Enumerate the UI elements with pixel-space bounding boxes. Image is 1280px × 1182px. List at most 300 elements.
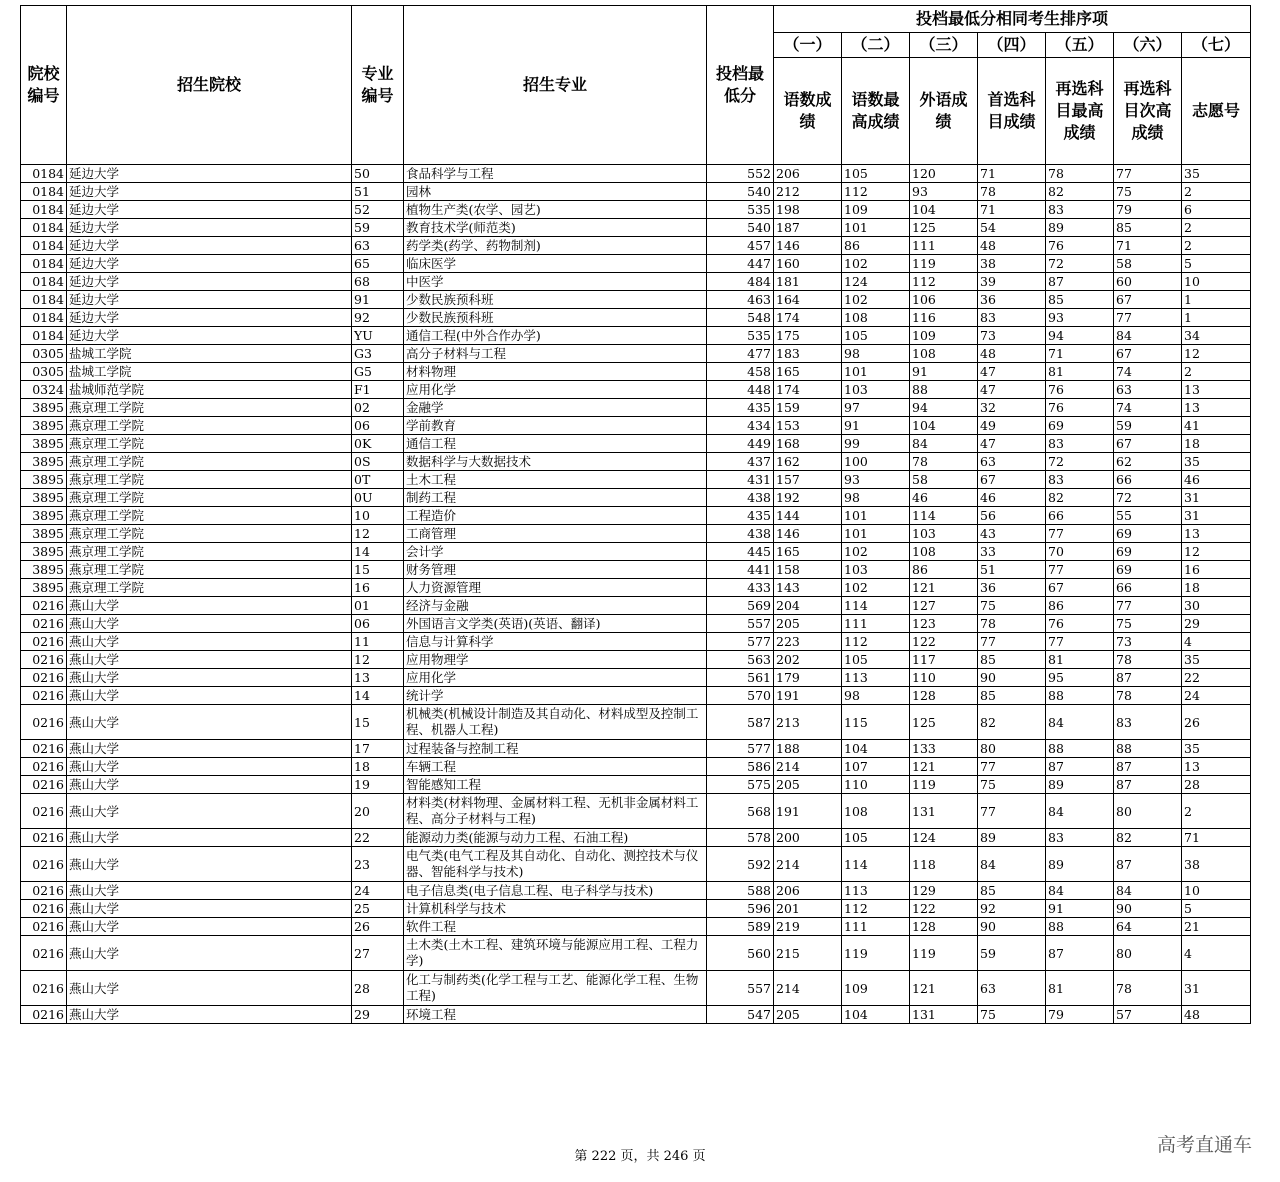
cell-major-name: 园林 (404, 183, 707, 201)
cell-score-7: 71 (1182, 829, 1251, 847)
cell-major-name: 环境工程 (404, 1006, 707, 1024)
cell-major-code: 14 (352, 687, 404, 705)
cell-score-1: 165 (774, 543, 842, 561)
cell-score-3: 106 (910, 291, 978, 309)
cell-score-1: 168 (774, 435, 842, 453)
cell-score-3: 110 (910, 669, 978, 687)
cell-school-name: 燕京理工学院 (67, 399, 352, 417)
cell-score-2: 100 (842, 453, 910, 471)
table-row (21, 507, 1251, 525)
table-row (21, 435, 1251, 453)
cell-major-code: 19 (352, 776, 404, 794)
cell-school-name: 燕山大学 (67, 847, 352, 882)
cell-school-code: 0216 (21, 829, 67, 847)
cell-score-7: 2 (1182, 219, 1251, 237)
cell-school-code: 3895 (21, 489, 67, 507)
cell-school-code: 0184 (21, 255, 67, 273)
cell-min-score: 596 (707, 900, 774, 918)
cell-score-4: 54 (978, 219, 1046, 237)
cell-score-5: 78 (1046, 165, 1114, 183)
cell-min-score: 592 (707, 847, 774, 882)
cell-major-name: 财务管理 (404, 561, 707, 579)
cell-school-name: 燕京理工学院 (67, 453, 352, 471)
cell-score-1: 205 (774, 776, 842, 794)
cell-school-name: 延边大学 (67, 201, 352, 219)
cell-score-1: 214 (774, 758, 842, 776)
cell-score-1: 201 (774, 900, 842, 918)
cell-school-name: 燕山大学 (67, 936, 352, 971)
cell-score-2: 119 (842, 936, 910, 971)
cell-min-score: 445 (707, 543, 774, 561)
cell-score-6: 87 (1114, 847, 1182, 882)
cell-school-code: 3895 (21, 579, 67, 597)
cell-major-name: 临床医学 (404, 255, 707, 273)
cell-score-5: 77 (1046, 525, 1114, 543)
cell-score-1: 144 (774, 507, 842, 525)
cell-major-code: 23 (352, 847, 404, 882)
cell-score-6: 78 (1114, 687, 1182, 705)
cell-school-code: 0216 (21, 900, 67, 918)
cell-score-7: 34 (1182, 327, 1251, 345)
cell-score-4: 63 (978, 453, 1046, 471)
table-row (21, 794, 1251, 829)
cell-score-4: 83 (978, 309, 1046, 327)
cell-score-7: 31 (1182, 971, 1251, 1006)
cell-major-code: G3 (352, 345, 404, 363)
table-row (21, 579, 1251, 597)
cell-score-6: 79 (1114, 201, 1182, 219)
cell-major-code: 22 (352, 829, 404, 847)
table-row (21, 633, 1251, 651)
cell-school-code: 3895 (21, 399, 67, 417)
cell-score-7: 48 (1182, 1006, 1251, 1024)
cell-score-5: 89 (1046, 219, 1114, 237)
table-row (21, 273, 1251, 291)
cell-score-4: 47 (978, 363, 1046, 381)
cell-school-code: 0184 (21, 291, 67, 309)
cell-school-code: 0216 (21, 740, 67, 758)
cell-score-6: 69 (1114, 561, 1182, 579)
cell-score-4: 32 (978, 399, 1046, 417)
cell-score-4: 77 (978, 794, 1046, 829)
cell-score-3: 123 (910, 615, 978, 633)
cell-score-3: 111 (910, 237, 978, 255)
cell-score-3: 104 (910, 201, 978, 219)
cell-school-name: 燕京理工学院 (67, 579, 352, 597)
cell-school-name: 燕京理工学院 (67, 435, 352, 453)
cell-major-name: 工商管理 (404, 525, 707, 543)
cell-score-3: 46 (910, 489, 978, 507)
cell-score-5: 79 (1046, 1006, 1114, 1024)
cell-score-6: 59 (1114, 417, 1182, 435)
cell-score-3: 86 (910, 561, 978, 579)
cell-score-4: 33 (978, 543, 1046, 561)
cell-score-2: 101 (842, 525, 910, 543)
cell-score-4: 85 (978, 687, 1046, 705)
cell-school-code: 0184 (21, 327, 67, 345)
cell-score-6: 62 (1114, 453, 1182, 471)
cell-school-name: 延边大学 (67, 165, 352, 183)
header-order-name: 再选科目次高成绩 (1114, 58, 1182, 165)
cell-score-7: 31 (1182, 507, 1251, 525)
cell-min-score: 438 (707, 525, 774, 543)
cell-major-name: 统计学 (404, 687, 707, 705)
table-row (21, 525, 1251, 543)
cell-min-score: 552 (707, 165, 774, 183)
cell-major-name: 能源动力类(能源与动力工程、石油工程) (404, 829, 707, 847)
cell-score-3: 104 (910, 417, 978, 435)
cell-score-3: 122 (910, 900, 978, 918)
cell-score-4: 80 (978, 740, 1046, 758)
table-row (21, 740, 1251, 758)
table-row (21, 363, 1251, 381)
cell-score-5: 94 (1046, 327, 1114, 345)
cell-score-2: 114 (842, 597, 910, 615)
header-order-num: （六） (1114, 33, 1182, 58)
cell-major-name: 人力资源管理 (404, 579, 707, 597)
table-row (21, 882, 1251, 900)
header-order-num: （五） (1046, 33, 1114, 58)
cell-school-code: 3895 (21, 507, 67, 525)
cell-score-4: 63 (978, 971, 1046, 1006)
cell-major-code: 10 (352, 507, 404, 525)
cell-min-score: 568 (707, 794, 774, 829)
cell-school-name: 燕京理工学院 (67, 543, 352, 561)
cell-score-6: 74 (1114, 363, 1182, 381)
cell-score-3: 127 (910, 597, 978, 615)
cell-score-2: 105 (842, 829, 910, 847)
cell-score-2: 105 (842, 651, 910, 669)
cell-school-name: 燕山大学 (67, 971, 352, 1006)
cell-score-7: 2 (1182, 183, 1251, 201)
cell-score-7: 46 (1182, 471, 1251, 489)
cell-score-1: 188 (774, 740, 842, 758)
cell-major-code: 11 (352, 633, 404, 651)
cell-min-score: 561 (707, 669, 774, 687)
cell-major-name: 药学类(药学、药物制剂) (404, 237, 707, 255)
cell-score-6: 55 (1114, 507, 1182, 525)
cell-school-code: 0216 (21, 758, 67, 776)
cell-score-4: 90 (978, 918, 1046, 936)
cell-score-5: 71 (1046, 345, 1114, 363)
cell-score-4: 59 (978, 936, 1046, 971)
cell-score-6: 71 (1114, 237, 1182, 255)
cell-major-code: 24 (352, 882, 404, 900)
cell-score-3: 91 (910, 363, 978, 381)
cell-score-2: 98 (842, 345, 910, 363)
cell-score-2: 98 (842, 489, 910, 507)
cell-score-6: 60 (1114, 273, 1182, 291)
cell-major-name: 信息与计算科学 (404, 633, 707, 651)
cell-major-name: 高分子材料与工程 (404, 345, 707, 363)
cell-score-2: 111 (842, 615, 910, 633)
cell-score-7: 18 (1182, 435, 1251, 453)
table-row (21, 971, 1251, 1006)
table-row (21, 651, 1251, 669)
cell-school-code: 0324 (21, 381, 67, 399)
table-row (21, 561, 1251, 579)
table-row (21, 705, 1251, 740)
cell-school-code: 0216 (21, 1006, 67, 1024)
cell-major-code: 92 (352, 309, 404, 327)
cell-score-2: 102 (842, 579, 910, 597)
cell-score-7: 13 (1182, 525, 1251, 543)
cell-score-1: 202 (774, 651, 842, 669)
cell-score-2: 113 (842, 669, 910, 687)
cell-score-2: 105 (842, 165, 910, 183)
table-row (21, 669, 1251, 687)
header-order-name: 再选科目最高成绩 (1046, 58, 1114, 165)
cell-score-6: 57 (1114, 1006, 1182, 1024)
cell-major-name: 车辆工程 (404, 758, 707, 776)
cell-score-4: 36 (978, 291, 1046, 309)
cell-score-6: 80 (1114, 936, 1182, 971)
cell-score-1: 191 (774, 794, 842, 829)
table-header (21, 6, 1251, 165)
table-row (21, 165, 1251, 183)
cell-score-6: 87 (1114, 776, 1182, 794)
cell-school-name: 延边大学 (67, 255, 352, 273)
cell-score-1: 219 (774, 918, 842, 936)
cell-score-1: 214 (774, 971, 842, 1006)
cell-score-3: 119 (910, 776, 978, 794)
cell-score-7: 2 (1182, 794, 1251, 829)
cell-major-name: 过程装备与控制工程 (404, 740, 707, 758)
cell-score-4: 77 (978, 758, 1046, 776)
cell-major-name: 少数民族预科班 (404, 291, 707, 309)
cell-score-1: 205 (774, 1006, 842, 1024)
cell-score-1: 206 (774, 165, 842, 183)
cell-score-7: 29 (1182, 615, 1251, 633)
cell-major-code: 06 (352, 615, 404, 633)
cell-score-7: 2 (1182, 363, 1251, 381)
cell-score-6: 77 (1114, 165, 1182, 183)
cell-major-name: 材料类(材料物理、金属材料工程、无机非金属材料工程、高分子材料与工程) (404, 794, 707, 829)
cell-major-code: 26 (352, 918, 404, 936)
cell-major-code: 14 (352, 543, 404, 561)
cell-score-5: 77 (1046, 633, 1114, 651)
cell-major-code: 68 (352, 273, 404, 291)
cell-school-name: 燕山大学 (67, 794, 352, 829)
cell-major-code: 15 (352, 561, 404, 579)
cell-score-2: 112 (842, 900, 910, 918)
cell-score-5: 76 (1046, 381, 1114, 399)
cell-score-5: 66 (1046, 507, 1114, 525)
cell-school-name: 燕山大学 (67, 776, 352, 794)
cell-major-name: 土木类(土木工程、建筑环境与能源应用工程、工程力学) (404, 936, 707, 971)
cell-min-score: 569 (707, 597, 774, 615)
cell-score-7: 5 (1182, 255, 1251, 273)
cell-school-name: 燕京理工学院 (67, 525, 352, 543)
cell-score-2: 104 (842, 740, 910, 758)
cell-score-1: 174 (774, 309, 842, 327)
cell-score-6: 67 (1114, 435, 1182, 453)
cell-score-1: 183 (774, 345, 842, 363)
cell-score-5: 93 (1046, 309, 1114, 327)
cell-score-1: 213 (774, 705, 842, 740)
cell-score-1: 206 (774, 882, 842, 900)
cell-score-6: 63 (1114, 381, 1182, 399)
cell-school-code: 0216 (21, 705, 67, 740)
table-row (21, 1006, 1251, 1024)
cell-score-3: 125 (910, 705, 978, 740)
table-row (21, 255, 1251, 273)
cell-score-6: 66 (1114, 579, 1182, 597)
cell-score-1: 143 (774, 579, 842, 597)
cell-score-4: 48 (978, 237, 1046, 255)
cell-school-code: 0305 (21, 345, 67, 363)
table-row (21, 687, 1251, 705)
cell-score-4: 75 (978, 776, 1046, 794)
cell-score-1: 165 (774, 363, 842, 381)
cell-score-5: 76 (1046, 399, 1114, 417)
cell-score-7: 24 (1182, 687, 1251, 705)
cell-score-4: 47 (978, 381, 1046, 399)
cell-min-score: 560 (707, 936, 774, 971)
cell-min-score: 548 (707, 309, 774, 327)
cell-score-6: 80 (1114, 794, 1182, 829)
cell-school-code: 0184 (21, 201, 67, 219)
cell-score-7: 13 (1182, 758, 1251, 776)
cell-school-name: 延边大学 (67, 183, 352, 201)
cell-score-6: 64 (1114, 918, 1182, 936)
table-row (21, 776, 1251, 794)
cell-score-6: 72 (1114, 489, 1182, 507)
cell-score-3: 133 (910, 740, 978, 758)
cell-score-2: 108 (842, 794, 910, 829)
cell-school-name: 盐城师范学院 (67, 381, 352, 399)
cell-score-5: 91 (1046, 900, 1114, 918)
cell-min-score: 435 (707, 399, 774, 417)
cell-major-code: 01 (352, 597, 404, 615)
cell-score-3: 116 (910, 309, 978, 327)
cell-score-1: 164 (774, 291, 842, 309)
cell-score-4: 85 (978, 882, 1046, 900)
cell-score-7: 10 (1182, 882, 1251, 900)
cell-min-score: 575 (707, 776, 774, 794)
cell-score-4: 75 (978, 1006, 1046, 1024)
cell-min-score: 578 (707, 829, 774, 847)
cell-score-3: 93 (910, 183, 978, 201)
cell-score-7: 10 (1182, 273, 1251, 291)
cell-score-5: 81 (1046, 651, 1114, 669)
cell-score-6: 85 (1114, 219, 1182, 237)
cell-major-code: 65 (352, 255, 404, 273)
cell-school-name: 延边大学 (67, 309, 352, 327)
cell-score-4: 82 (978, 705, 1046, 740)
cell-school-name: 延边大学 (67, 273, 352, 291)
cell-score-7: 12 (1182, 543, 1251, 561)
cell-major-code: 27 (352, 936, 404, 971)
cell-school-code: 3895 (21, 453, 67, 471)
cell-score-4: 51 (978, 561, 1046, 579)
cell-score-7: 1 (1182, 309, 1251, 327)
cell-school-name: 燕山大学 (67, 758, 352, 776)
cell-score-3: 121 (910, 758, 978, 776)
header-order-num: （四） (978, 33, 1046, 58)
cell-score-2: 105 (842, 327, 910, 345)
cell-score-1: 187 (774, 219, 842, 237)
cell-school-code: 0216 (21, 597, 67, 615)
cell-score-2: 91 (842, 417, 910, 435)
cell-score-2: 112 (842, 633, 910, 651)
cell-score-3: 120 (910, 165, 978, 183)
cell-score-4: 71 (978, 201, 1046, 219)
table-row (21, 847, 1251, 882)
header-order-name: 外语成绩 (910, 58, 978, 165)
cell-score-5: 87 (1046, 273, 1114, 291)
cell-school-name: 燕京理工学院 (67, 507, 352, 525)
cell-major-name: 化工与制药类(化学工程与工艺、能源化学工程、生物工程) (404, 971, 707, 1006)
table-row (21, 417, 1251, 435)
cell-score-3: 131 (910, 794, 978, 829)
cell-score-2: 103 (842, 381, 910, 399)
cell-score-2: 113 (842, 882, 910, 900)
cell-score-7: 35 (1182, 453, 1251, 471)
table-row (21, 615, 1251, 633)
cell-score-5: 88 (1046, 687, 1114, 705)
header-major: 招生专业 (404, 6, 707, 165)
cell-major-name: 通信工程(中外合作办学) (404, 327, 707, 345)
header-ranking-group: 投档最低分相同考生排序项 (774, 6, 1251, 33)
cell-score-1: 198 (774, 201, 842, 219)
cell-score-4: 78 (978, 615, 1046, 633)
header-order-num: （一） (774, 33, 842, 58)
cell-score-5: 85 (1046, 291, 1114, 309)
cell-school-name: 燕山大学 (67, 615, 352, 633)
cell-score-5: 95 (1046, 669, 1114, 687)
cell-score-2: 102 (842, 543, 910, 561)
cell-score-7: 30 (1182, 597, 1251, 615)
table-row (21, 543, 1251, 561)
cell-min-score: 587 (707, 705, 774, 740)
cell-min-score: 438 (707, 489, 774, 507)
header-order-num: （二） (842, 33, 910, 58)
cell-score-6: 67 (1114, 345, 1182, 363)
header-order-num: （七） (1182, 33, 1251, 58)
cell-score-7: 21 (1182, 918, 1251, 936)
cell-major-name: 计算机科学与技术 (404, 900, 707, 918)
cell-score-1: 174 (774, 381, 842, 399)
cell-score-6: 83 (1114, 705, 1182, 740)
cell-major-name: 应用化学 (404, 669, 707, 687)
cell-score-5: 83 (1046, 471, 1114, 489)
cell-min-score: 540 (707, 219, 774, 237)
cell-major-name: 工程造价 (404, 507, 707, 525)
cell-score-7: 6 (1182, 201, 1251, 219)
cell-major-name: 教育技术学(师范类) (404, 219, 707, 237)
cell-school-code: 3895 (21, 543, 67, 561)
cell-score-3: 122 (910, 633, 978, 651)
cell-major-name: 材料物理 (404, 363, 707, 381)
cell-score-2: 98 (842, 687, 910, 705)
cell-score-3: 121 (910, 971, 978, 1006)
cell-score-4: 78 (978, 183, 1046, 201)
cell-score-6: 78 (1114, 971, 1182, 1006)
cell-major-name: 学前教育 (404, 417, 707, 435)
cell-school-name: 燕京理工学院 (67, 561, 352, 579)
cell-score-6: 87 (1114, 758, 1182, 776)
cell-min-score: 449 (707, 435, 774, 453)
cell-major-name: 通信工程 (404, 435, 707, 453)
admission-table (20, 5, 1251, 1024)
cell-school-name: 燕山大学 (67, 633, 352, 651)
header-order-num: （三） (910, 33, 978, 58)
cell-min-score: 441 (707, 561, 774, 579)
header-order-name: 语数最高成绩 (842, 58, 910, 165)
cell-min-score: 588 (707, 882, 774, 900)
cell-school-code: 3895 (21, 471, 67, 489)
